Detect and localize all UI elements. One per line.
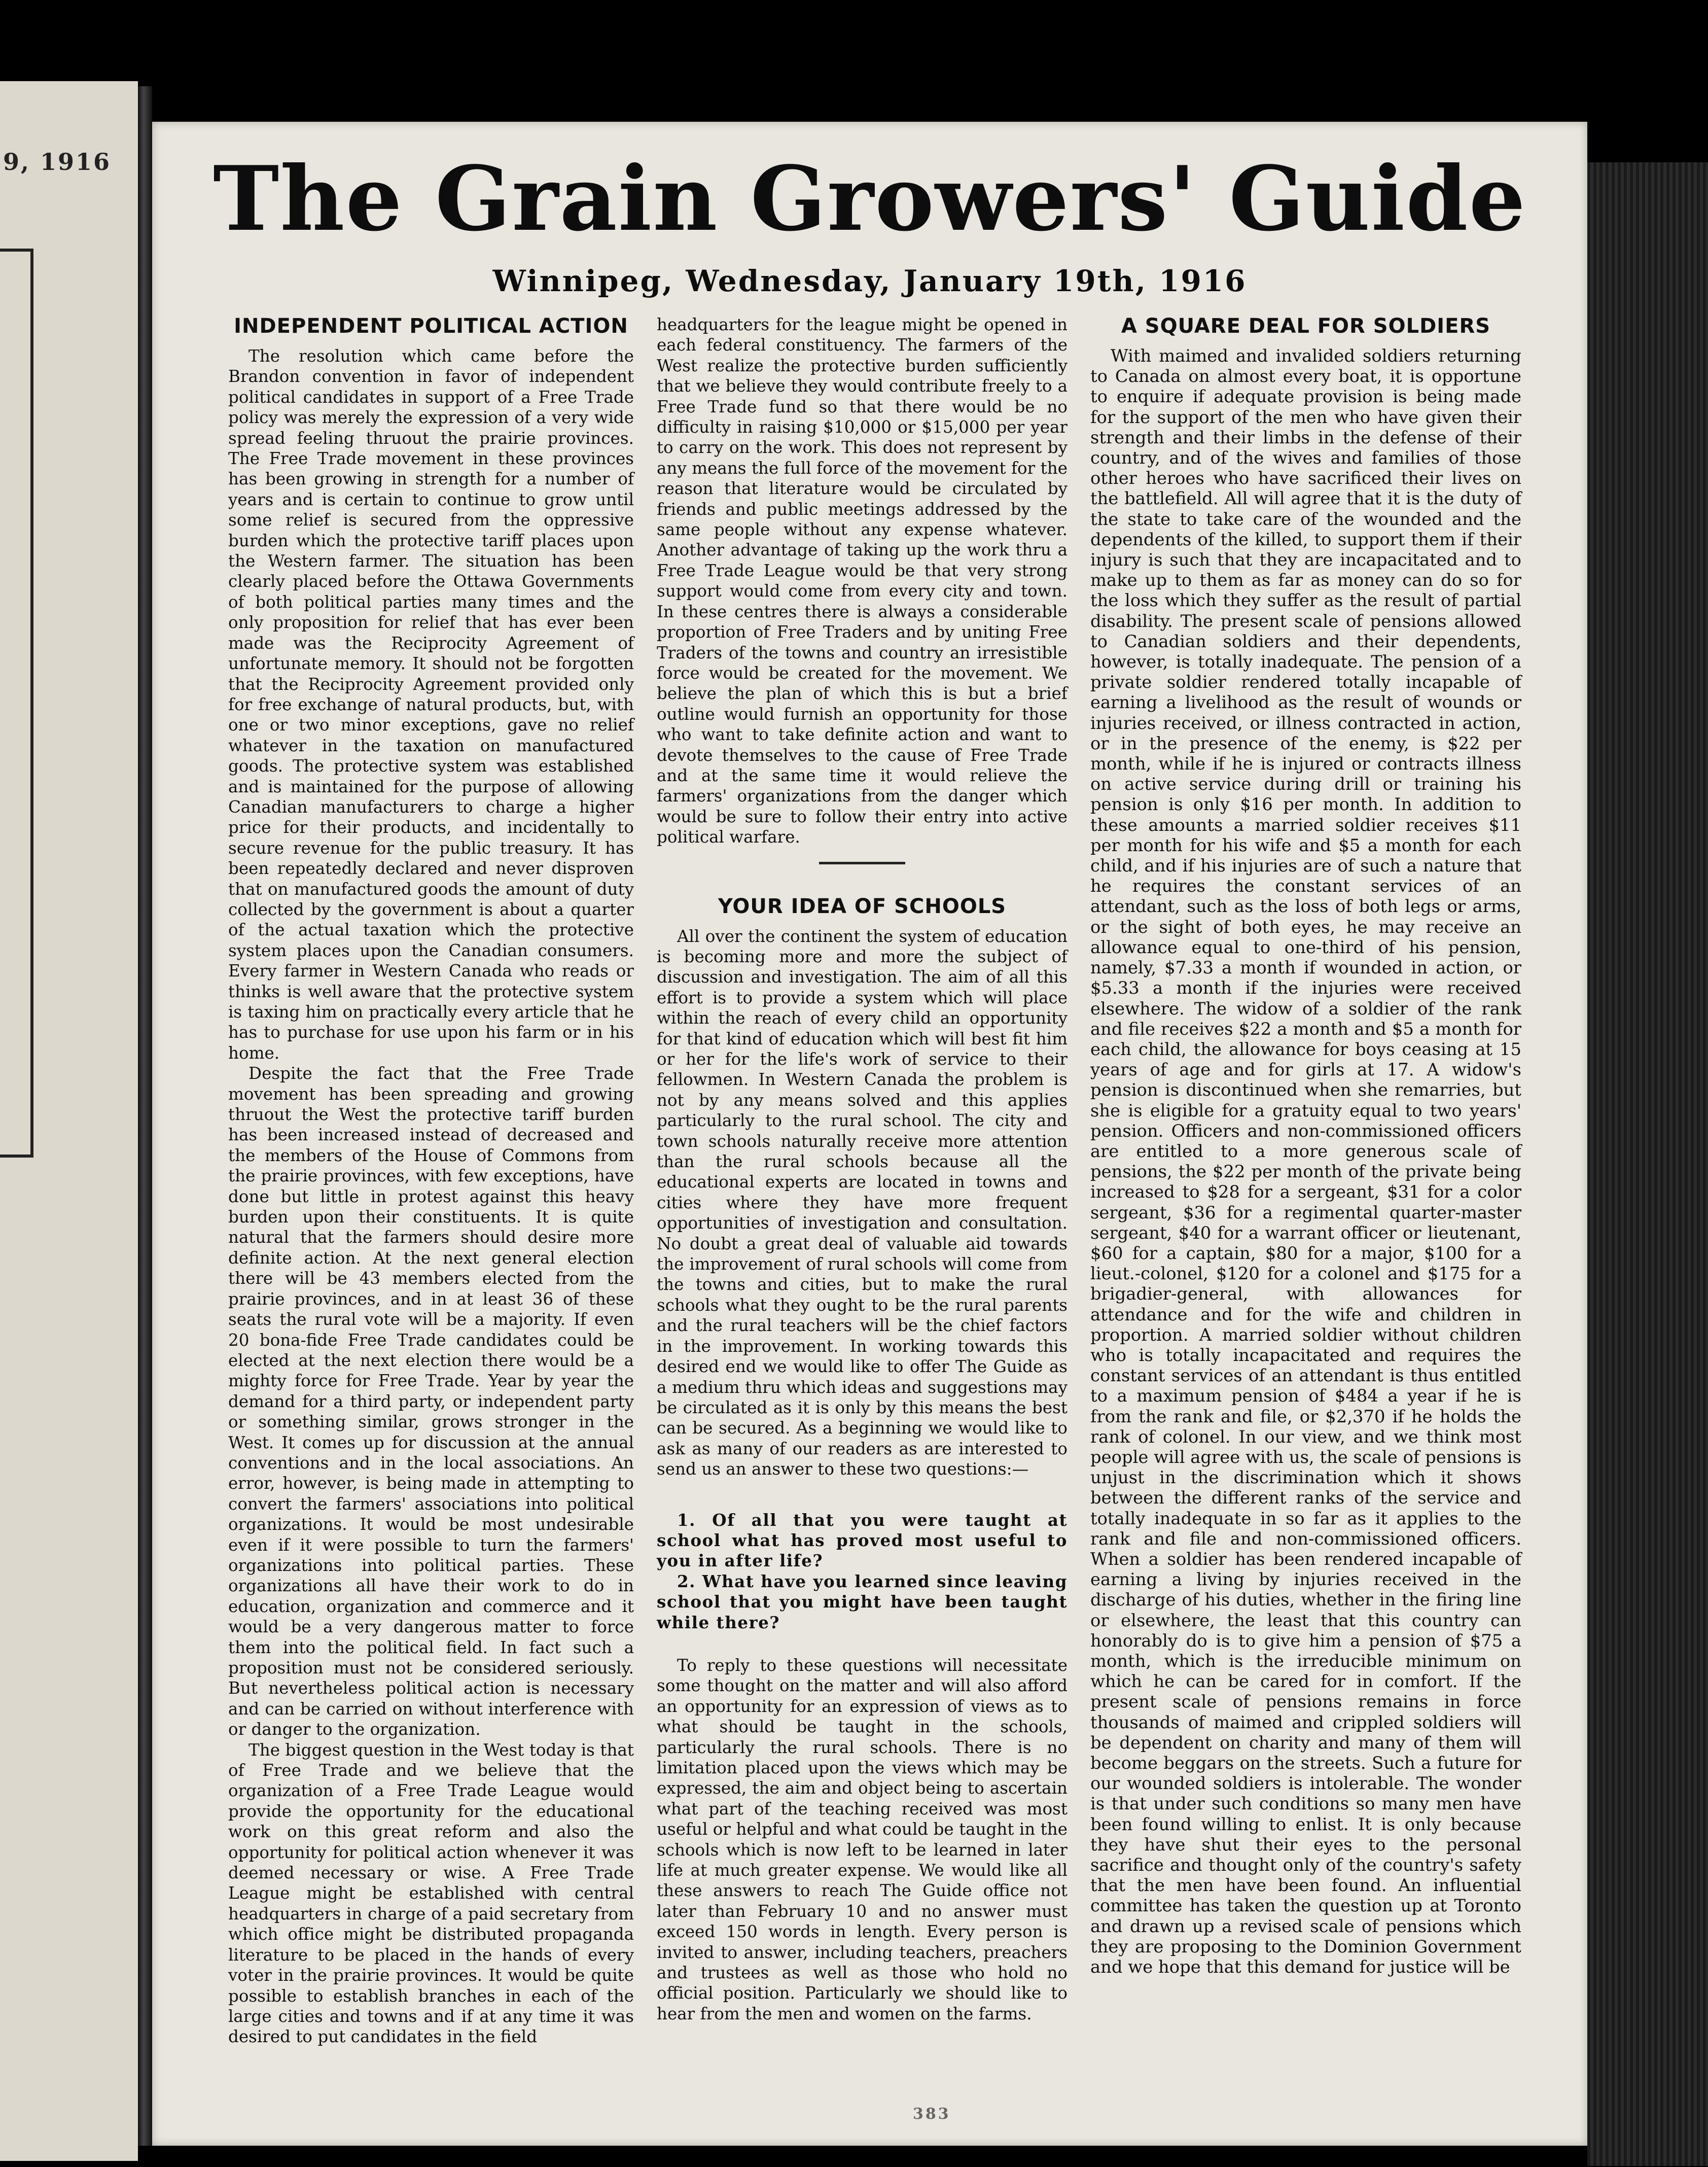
page-number: 383 [913,2105,951,2123]
left-page-running-date: 9, 1916 [3,148,112,176]
column-2 [657,314,1068,2120]
article-heading-political-action: INDEPENDENT POLITICAL ACTION [234,314,628,338]
article-heading-soldiers: A SQUARE DEAL FOR SOLDIERS [1121,314,1491,338]
section-divider [819,862,905,864]
masthead-title: The Grain Growers' Guide [213,147,1526,251]
column-3 [1090,314,1521,2120]
article-paragraph: To reply to these questions will necessitate some thought on the matter and will also afford an opportunity for an expression of views as to what should be taught in the schools, particularly the rural schools. There is no limitation placed upon the views which may be expressed, the aim and object being to ascertain what part of the teaching received was most useful or helpful and what could be taught in the schools which is now left to be learned in later life at much greater expense. We would like all these answers to reach The Guide office not later than February 10 and no answer must exceed 150 words in length. Every person is invited to answer, including teachers, preachers and trustees as well as those who hold no official position. Particularly we should like to hear from the men and women on the farms. [657,1655,1068,2023]
article-paragraph-continued: headquarters for the league might be opened in each federal constituency. The farmers of the West realize the protective burden sufficiently that we believe they would contribute freely to a Free Trade fund so that there would be no difficulty in raising $10,000 or $15,000 per year to carry on the work. This does not represent by any means the full force of the movement for the reason that literature would be circulated by friends and public meetings addressed by the same people without any expense whatever. Another advantage of taking up the work thru a Free Trade League would be that very strong support would come from every city and town. In these centres there is always a considerable proportion of Free Traders and by uniting Free Traders of the towns and country an irresistible force would be created for the movement. We believe the plan of which this is but a brief outline would furnish an opportunity for those who want to take definite action and want to devote themselves to the cause of Free Trade and at the same time it would relieve the farmers' organizations from the danger which would be sure to follow their entry into active political warfare. [657,315,1068,847]
left-page-frame [0,249,33,1158]
newspaper-page [152,122,1587,2146]
dateline: Winnipeg, Wednesday, January 19th, 1916 [492,264,1247,298]
stacked-page-edges [1587,162,1708,2166]
left-page-edge [0,81,138,2161]
question-item: 2. What have you learned since leaving school that you might have been taught while there? [657,1571,1068,1632]
article-heading-schools: YOUR IDEA OF SCHOOLS [718,894,1007,918]
article-paragraph: All over the continent the system of education is becoming more and more the subject of discussion and investigation. The aim of all this effort is to provide a system which will place within the reach of every child an opportunity for that kind of education which will best fit him or her for the life's work of service to their fellowmen. In Western Canada the problem is not by any means solved and this applies particularly to the rural school. The city and town schools naturally receive more attention than the rural schools because all the educational experts are located in towns and cities where they have more frequent opportunities of investigation and consultation. No doubt a great deal of valuable aid towards the improvement of rural schools will come from the towns and cities, but to make the rural schools what they ought to be the rural parents and the rural teachers will be the chief factors in the improvement. In working towards this desired end we would like to offer The Guide as a medium thru which ideas and suggestions may be circulated as it is only by this means the best can be secured. As a beginning we would like to ask as many of our readers as are interested to send us an answer to these two questions:— [657,926,1068,1479]
article-paragraph: With maimed and invalided soldiers returning to Canada on almost every boat, it is opportune to enquire if adequate provision is being made for the support of the men who have given their strength and their limbs in the defense of their country, and of the wives and families of those other heroes who have sacrificed their lives on the battlefield. All will agree that it is the duty of the state to take care of the wounded and the dependents of the killed, to support them if their injury is such that they are incapacitated and to make up to them as far as money can do so for the loss which they suffer as the result of partial disability. The present scale of pensions allowed to Canadian soldiers and their dependents, however, is totally inadequate. The pension of a private soldier rendered totally incapable of earning a livelihood as the result of wounds or injuries received, or illness contracted in action, or in the presence of the enemy, is $22 per month, while if he is injured or contracts illness on active service during drill or training his pension is only $16 per month. In addition to these amounts a married soldier receives $11 per month for his wife and $5 a month for each child, and if his injuries are of such a nature that he requires the constant services of an attendant, such as the loss of both legs or arms, or the sight of both eyes, he may receive an allowance equal to one-third of his pension, namely, $7.33 a month if wounded in action, or $5.33 a month if the injuries were received elsewhere. The widow of a soldier of the rank and file receives $22 a month and $5 a month for each child, the allowance for boys ceasing at 15 years of age and for girls at 17. A widow's pension is discontinued when she remarries, but she is eligible for a gratuity equal to two years' pension. Officers and non-commissioned officers are entitled to a more generous scale of pensions, the $22 per month of the private being increased to $28 for a sergeant, $31 for a color sergeant, $36 for a regimental quarter-master sergeant, $40 for a warrant officer or lieutenant, $60 for a captain, $80 for a major, $100 for a lieut.-colonel, $120 for a colonel and $175 for a brigadier-general, with allowances for attendance and for the wife and children in proportion. A married soldier without children who is totally incapacitated and requires the constant services of an attendant is thus entitled to a maximum pension of $484 a year if he is from the rank and file, or $2,370 if he holds the rank of colonel. In our view, and we think most people will agree with us, the scale of pensions is unjust in the discrimination which it shows between the different ranks of the service and totally inadequate in so far as it applies to the rank and file and non-commissioned officers. When a soldier has been rendered incapable of earning a living by injuries received in the discharge of his duties, whether in the firing line or elsewhere, the least that this country can honorably do is to give him a pension of $75 a month, which is the irreducible minimum on which he can be cared for in comfort. If the present scale of pensions remains in force thousands of maimed and crippled soldiers will be dependent on charity and many of them will become beggars on the streets. Such a future for our wounded soldiers is intolerable. The wonder is that under such conditions so many men have been found willing to enlist. It is only because they have shut their eyes to the personal sacrifice and thought only of the country's safety that the men have been found. An influential committee has taken the question up at Toronto and drawn up a revised scale of pensions which they are proposing to the Dominion Government and we hope that this demand for justice will be [1090,346,1521,1977]
column-1 [228,314,634,2120]
article-paragraph: The biggest question in the West today is that of Free Trade and we believe that the organization of a Free Trade League would provide the opportunity for the educational work on this great reform and also the opportunity for political action whenever it was deemed necessary or wise. A Free Trade League might be established with central headquarters in charge of a paid secretary from which office might be distributed propaganda literature to be placed in the hands of every voter in the prairie provinces. It would be quite possible to establish branches in each of the large cities and towns and if at any time it was desired to put candidates in the field [228,1740,634,2047]
article-paragraph: The resolution which came before the Brandon convention in favor of independent political candidates in support of a Free Trade policy was merely the expression of a very wide spread feeling thruout the prairie provinces. The Free Trade movement in these provinces has been growing in strength for a number of years and is certain to continue to grow until some relief is secured from the oppressive burden which the protective tariff places upon the Western farmer. The situation has been clearly placed before the Ottawa Governments of both political parties many times and the only proposition for relief that has ever been made was the Reciprocity Agreement of unfortunate memory. It should not be forgotten that the Reciprocity Agreement provided only for free exchange of natural products, but, with one or two minor exceptions, gave no relief whatever in the taxation on manufactured goods. The protective system was established and is maintained for the purpose of allowing Canadian manufacturers to charge a higher price for their products, and incidentally to secure revenue for the public treasury. It has been repeatedly declared and never disproven that on manufactured goods the amount of duty collected by the government is about a quarter of the actual taxation which the protective system places upon the Canadian consumers. Every farmer in Western Canada who reads or thinks is well aware that the protective system is taxing him on practically every article that he has to purchase for use upon his farm or in his home. [228,346,634,1063]
question-list [657,1510,1068,1633]
article-paragraph: Despite the fact that the Free Trade movement has been spreading and growing thruout the West the protective tariff burden has been increased instead of decreased and the members of the House of Commons from the prairie provinces, with few exceptions, have done but little in protest against this heavy burden upon their constituents. It is quite natural that the farmers should desire more definite action. At the next general election there will be 43 members elected from the prairie provinces, and in at least 36 of these seats the rural vote will be a majority. If even 20 bona-fide Free Trade candidates could be elected at the next election there would be a mighty force for Free Trade. Year by year the demand for a third party, or independent party or something similar, grows stronger in the West. It comes up for discussion at the annual conventions and in the local associations. An error, however, is being made in attempting to convert the farmers' associations into political organizations. It would be most undesirable even if it were possible to turn the farmers' organizations into political parties. These organizations all have their work to do in education, organization and commerce and it would be a very dangerous matter to force them into the political field. In fact such a proposition must not be considered seriously. But nevertheless political action is necessary and can be carried on without interference with or danger to the organization. [228,1064,634,1739]
question-item: 1. Of all that you were taught at school what has proved most useful to you in after life? [657,1510,1068,1571]
binding-gutter [138,86,152,2146]
